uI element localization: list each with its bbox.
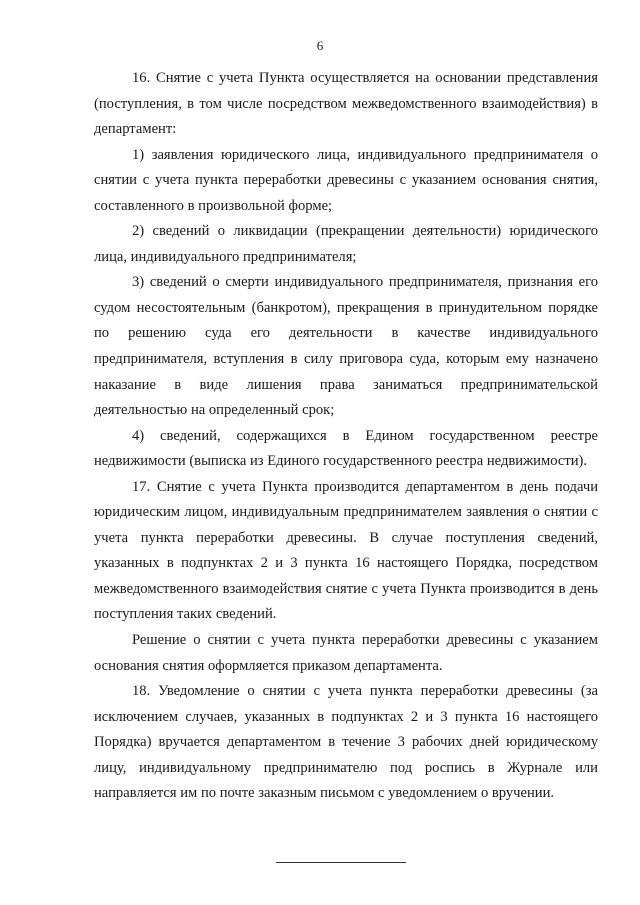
page-number: 6: [316, 38, 324, 53]
paragraph-17-decision: Решение о снятии с учета пункта переработки древесины с указанием основания снятия оформляется приказом департамента.: [94, 632, 598, 674]
footnote-divider: [276, 862, 406, 863]
paragraph-16: 16. Снятие с учета Пункта осуществляется на основании представления (поступления, в том числе посредством межведомственного взаимодействия) в департамент:: [94, 70, 598, 138]
paragraph-17: 17. Снятие с учета Пункта производится департаментом в день подачи юридическим лицом, индивидуальным предпринимателем заявления о снятии с учета пункта переработки древесины. В случае поступления сведений, указанных в подпунктах 2 и 3 пункта 16 настоящего Порядка, посредством межведомственного взаимодействия снятие с учета Пункта производится в день поступления таких сведений.: [94, 478, 598, 623]
paragraph-16-item-2: 2) сведений о ликвидации (прекращении деятельности) юридического лица, индивидуального предпринимателя;: [94, 223, 598, 265]
paragraph-16-item-1: 1) заявления юридического лица, индивидуального предпринимателя о снятии с учета пункта переработки древесины с указанием основания снятия, составленного в произвольной форме;: [94, 146, 598, 214]
paragraph-16-item-4: 4) сведений, содержащихся в Едином государственном реестре недвижимости (выписка из Единого государственного реестра недвижимости).: [94, 427, 598, 470]
document-body: [94, 66, 598, 807]
paragraph-18: 18. Уведомление о снятии с учета пункта переработки древесины (за исключением случаев, указанных в подпунктах 2 и 3 пункта 16 настоящего Порядка) вручается департаментом в течение 3 рабочих дней юридическому лицу, индивидуальному предпринимателю под роспись в Журнале или направляется им по почте заказным письмом с уведомлением о вручении.: [94, 683, 598, 802]
paragraph-16-item-3: 3) сведений о смерти индивидуального предпринимателя, признания его судом несостоятельным (банкротом), прекращения в принудительном порядке по решению суда его деятельности в качестве индивидуального предпринимателя, вступления в силу приговора суда, которым ему назначено наказание в виде лишения права заниматься предпринимательской деятельностью на определенный срок;: [94, 274, 598, 419]
